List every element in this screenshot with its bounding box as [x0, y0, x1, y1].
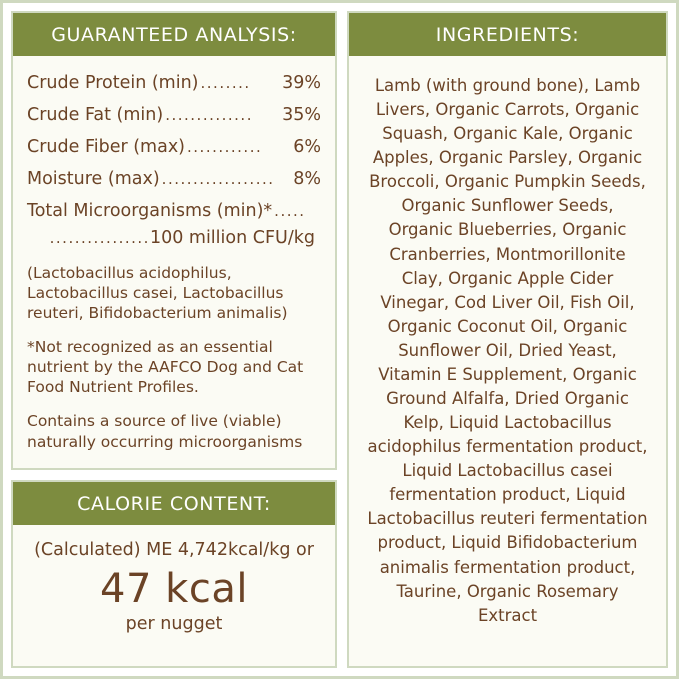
- guaranteed-analysis-panel: [11, 11, 337, 470]
- calorie-content-header: CALORIE CONTENT:: [13, 482, 335, 525]
- nutrient-name: Crude Fiber (max): [27, 137, 186, 158]
- leader-dots: ..................: [161, 170, 275, 189]
- calorie-per-nugget-value: 47 kcal: [100, 565, 248, 612]
- nutrient-value: 35%: [282, 105, 321, 126]
- table-row: [27, 168, 321, 191]
- table-row: [27, 136, 321, 159]
- nutrient-value: 6%: [293, 137, 321, 158]
- ingredients-header: INGREDIENTS:: [349, 13, 666, 56]
- live-microorganisms-note: Contains a source of live (viable) naturally occurring microorganisms: [27, 412, 303, 451]
- microorganisms-value-row: [27, 227, 321, 250]
- microorganisms-label: Total Microorganisms (min)*: [27, 201, 273, 222]
- calorie-me-line: (Calculated) ME 4,742kcal/kg or: [34, 539, 314, 560]
- leader-dots: ..............: [165, 106, 253, 125]
- table-row: [27, 104, 321, 127]
- guaranteed-analysis-body: [13, 56, 335, 468]
- nutrient-value: 39%: [282, 73, 321, 93]
- nutrient-name: Moisture (max): [27, 169, 160, 190]
- ingredients-list: Lamb (with ground bone), Lamb Livers, Organic Carrots, Organic Squash, Organic Kale, Organic Apples, Organic Parsley, Organic Broccoli, Organic Pumpkin Seeds, Organic Sunflower Seeds, Organic Blueberries, Organic Cranberries, Montmorillonite Clay, Organic Apple Cider Vinegar, Cod Liver Oil, Fish Oil, Organic Coconut Oil, Organic Sunflower Oil, Dried Yeast, Vitamin E Supplement, Organic Ground Alfalfa, Dried Organic Kelp, Liquid Lactobacillus acidophilus fermentation product, Liquid Lactobacillus casei fermentation product, Liquid Lactobacillus reuteri fermentation product, Liquid Bifidobacterium animalis fermentation product, Taurine, Organic Rosemary Extract: [367, 76, 648, 625]
- right-column: [347, 11, 668, 668]
- calorie-content-panel: [11, 480, 337, 668]
- leader-dots: ............: [187, 138, 263, 157]
- leader-dots: .....: [274, 202, 306, 221]
- aafco-footnote: *Not recognized as an essential nutrient by the AAFCO Dog and Cat Food Nutrient Profiles.: [27, 337, 304, 397]
- microorganisms-value: 100 million CFU/kg: [149, 228, 315, 249]
- calorie-per-nugget-label: per nugget: [125, 613, 223, 634]
- leader-dots: ................: [49, 229, 150, 248]
- left-column: [11, 11, 337, 668]
- guaranteed-analysis-header: GUARANTEED ANALYSIS:: [13, 13, 335, 56]
- nutrient-name: Crude Fat (min): [27, 105, 164, 126]
- microorganisms-row: [27, 200, 321, 223]
- ingredients-panel: [347, 11, 668, 668]
- nutrient-value: 8%: [293, 169, 321, 190]
- strain-note: (Lactobacillus acidophilus, Lactobacillus casei, Lactobacillus reuteri, Bifidobacterium animalis): [27, 263, 288, 322]
- calorie-content-body: [13, 525, 335, 646]
- nutrient-name: Crude Protein (min): [27, 73, 199, 93]
- table-row: [27, 72, 321, 95]
- leader-dots: ........: [200, 74, 251, 92]
